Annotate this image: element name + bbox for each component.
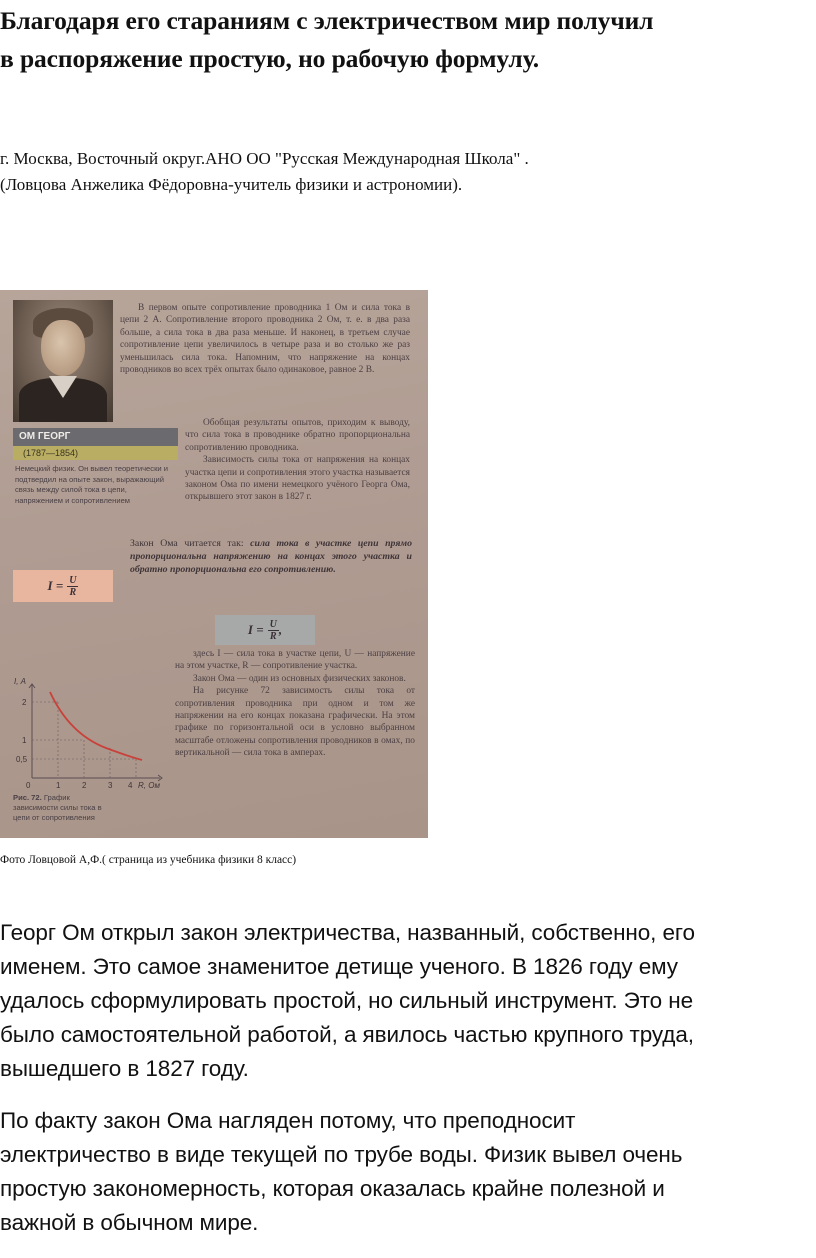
formula-box-left xyxy=(13,570,113,602)
figure-label: Рис. 72. xyxy=(13,793,42,802)
heading-line: в распоряжение простую, но рабочую формулу. xyxy=(0,44,539,73)
book-paragraph: Обобщая результаты опытов, приходим к выводу, что сила тока в проводнике обратно пропорциональна сопротивлению проводника. xyxy=(185,418,410,453)
book-paragraph: здесь I — сила тока в участке цепи, U — напряжение на этом участке, R — сопротивление участка. xyxy=(175,649,415,672)
current-resistance-graph xyxy=(10,678,170,790)
paragraph-line: По факту закон Ома нагляден потому, что преподносит xyxy=(0,1108,576,1133)
law-bold: сила тока в участке цепи прямо пропорциональна напряжению на концах этого участка и обратно пропорциональна его сопротивлению. xyxy=(130,538,412,575)
byline-author: (Ловцова Анжелика Фёдоровна-учитель физики и астрономии). xyxy=(0,175,463,194)
ohm-law-statement xyxy=(130,537,412,576)
book-paragraph: Зависимость силы тока от напряжения на концах участка цепи и сопротивления этого участка называется законом Ома по имени немецкого учёного Георга Ома, открывшего этот закон в 1827 г. xyxy=(185,455,410,503)
graph-x-tick: 2 xyxy=(82,781,87,790)
paragraph-line: именем. Это самое знаменитое детище ученого. В 1826 году ему xyxy=(0,954,678,979)
book-column-2 xyxy=(185,417,410,504)
formula-numerator: U xyxy=(69,574,77,586)
portrait-caption: Немецкий физик. Он вывел теоретически и подтвердил на опыте закон, выражающий связь между силой тока в цепи, напряжением и сопротивлением xyxy=(15,464,168,505)
book-paragraph: На рисунке 72 зависимость силы тока от сопротивления проводника при одном и том же напряжении на его концах показана графически. На этом графике по горизонтальной оси в условно выбранном масштабе отложены сопротивления проводников в омах, по вертикальной — сила тока в амперах. xyxy=(175,686,415,759)
book-column-1 xyxy=(120,302,410,376)
textbook-page-photo xyxy=(0,290,428,838)
author-byline xyxy=(0,146,816,198)
graph-x-tick: 3 xyxy=(108,781,113,790)
formula-denominator: R xyxy=(269,630,277,642)
formula-box-center xyxy=(215,615,315,645)
formula-comma: , xyxy=(278,622,283,637)
book-column-3 xyxy=(175,648,415,760)
graph-y-tick: 0,5 xyxy=(16,755,28,764)
paragraph-line: важной в обычном мире. xyxy=(0,1210,259,1235)
book-paragraph: В первом опыте сопротивление проводника 1 Ом и сила тока в цепи 2 А. Сопротивление второго проводника 2 Ом, т. е. в два раза больше, а сила тока в два раза меньше. И наконец, в третьем случае сопротивление цепи увеличилось в четыре раза и во столько же раз уменьшилась сила тока. Напомним, что напряжение на концах проводников во всех трёх опытах было одинаковое, равное 2 В. xyxy=(120,303,410,376)
article-heading xyxy=(0,2,816,78)
book-paragraph: Закон Ома — один из основных физических законов. xyxy=(193,673,406,684)
paragraph-line: Георг Ом открыл закон электричества, названный, собственно, его xyxy=(0,920,695,945)
body-paragraph-1 xyxy=(0,916,816,1086)
portrait-dates: (1787—1854) xyxy=(13,446,178,460)
formula-lhs: I = xyxy=(47,578,64,593)
graph-x-label: R, Ом xyxy=(138,781,160,790)
photo-caption: Фото Ловцовой А,Ф.( страница из учебника физики 8 класс) xyxy=(0,854,297,866)
graph-y-tick: 2 xyxy=(22,698,27,707)
paragraph-line: электричество в виде текущей по трубе воды. Физик вывел очень xyxy=(0,1142,683,1167)
formula-lhs: I = xyxy=(247,622,264,637)
figure-caption-text: График зависимости силы тока в цепи от сопротивления xyxy=(13,793,102,822)
graph-curve xyxy=(50,692,142,760)
formula-fraction xyxy=(268,619,279,642)
graph-x-tick: 0 xyxy=(26,781,31,790)
graph-x-tick: 4 xyxy=(128,781,133,790)
graph-y-tick: 1 xyxy=(22,736,27,745)
graph-x-tick: 1 xyxy=(56,781,61,790)
graph-y-label: I, А xyxy=(14,678,27,686)
formula-fraction xyxy=(67,575,78,598)
formula-numerator: U xyxy=(269,618,277,630)
ohm-portrait xyxy=(13,300,113,422)
paragraph-line: простую закономерность, которая оказалась крайне полезной и xyxy=(0,1176,665,1201)
heading-line: Благодаря его стараниям с электричеством мир получил xyxy=(0,6,654,35)
paragraph-line: вышедшего в 1827 году. xyxy=(0,1056,249,1081)
figure-caption xyxy=(13,793,113,823)
formula-denominator: R xyxy=(69,586,77,598)
paragraph-line: было самостоятельной работой, а явилось частью крупного труда, xyxy=(0,1022,694,1047)
paragraph-line: удалось сформулировать простой, но сильный инструмент. Это не xyxy=(0,988,693,1013)
byline-location: г. Москва, Восточный округ.АНО ОО "Русская Международная Школа" . xyxy=(0,149,529,168)
body-paragraph-2 xyxy=(0,1104,816,1240)
portrait-name-band: ОМ ГЕОРГ xyxy=(13,428,178,446)
law-intro: Закон Ома читается так: xyxy=(130,538,251,549)
